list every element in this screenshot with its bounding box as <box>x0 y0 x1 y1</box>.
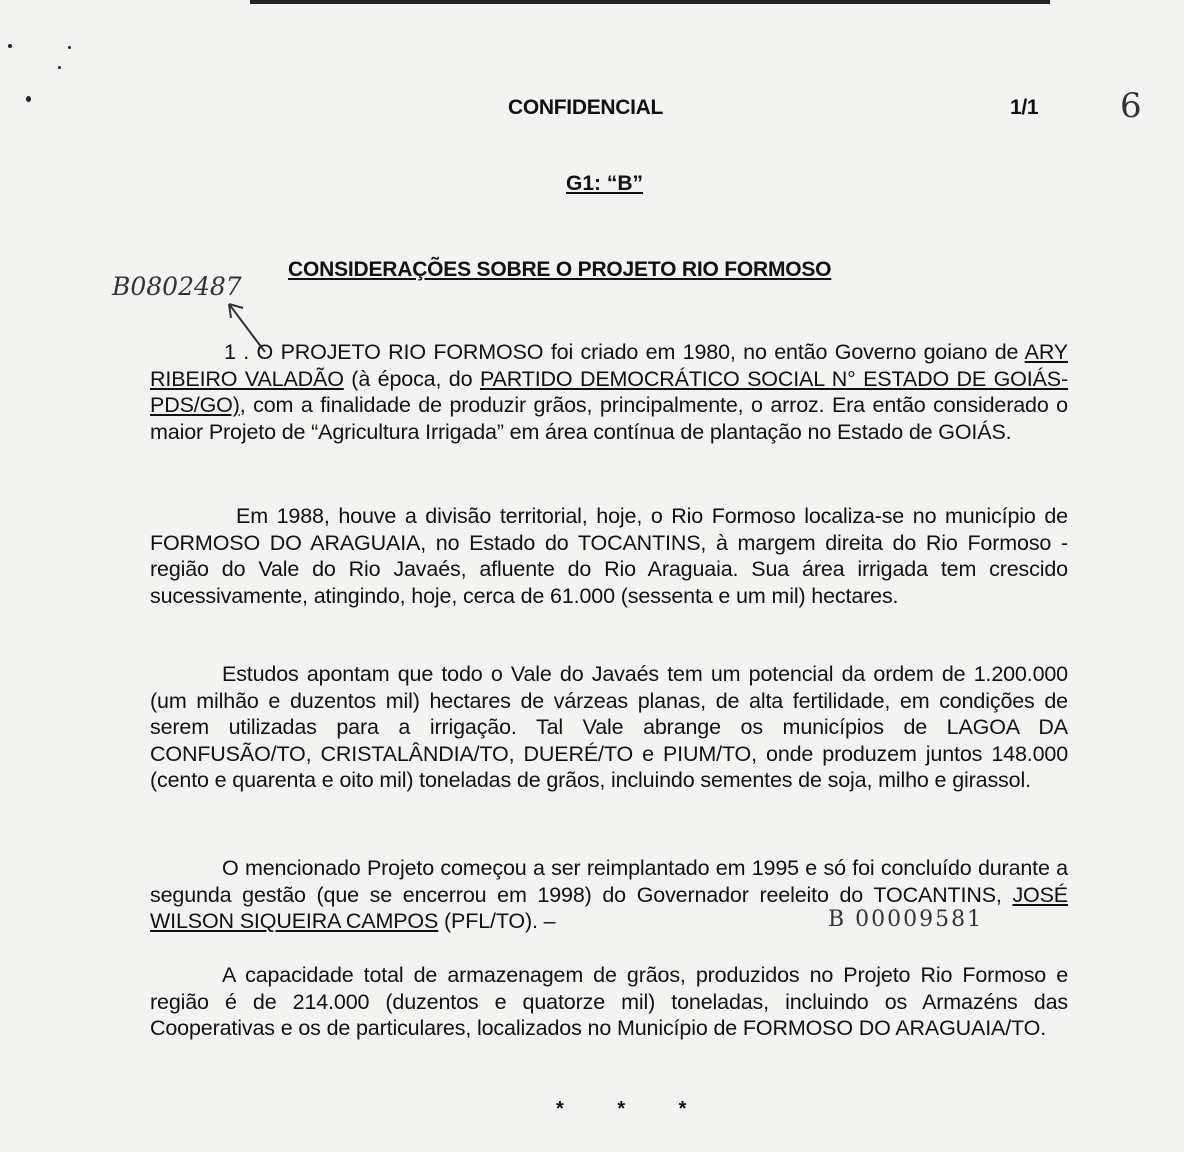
scan-speck <box>8 44 12 48</box>
paragraph-2: Em 1988, houve a divisão territorial, hoje, o Rio Formoso localiza-se no município de FORMOSO DO ARAGUAIA, no Estado do TOCANTINS, à margem direita do Rio Formoso - região do Vale do Rio Javaés, afluente do Rio Araguaia. Sua área irrigada tem crescido sucessivamente, atingindo, hoje, cerca de 61.000 (sessenta e um mil) hectares. <box>150 504 1068 608</box>
paragraph-3: Estudos apontam que todo o Vale do Javaés tem um potencial da ordem de 1.200.000 (um milhão e duzentos mil) hectares de várzeas planas, de alta fertilidade, em condições de serem utilizadas para a irrigação. Tal Vale abrange os municípios de LAGOA DA CONFUSÃO/TO, CRISTALÂNDIA/TO, DUERÉ/TO e PIUM/TO, onde produzem juntos 148.000 (cento e quarenta e oito mil) toneladas de grãos, incluindo sementes de soja, milho e girassol. <box>150 662 1068 792</box>
paragraph-1-end: , com a finalidade de produzir grãos, principalmente, o arroz. Era então considerado o maior Projeto de “Agricultura Irrigada” em área contínua de plantação no Estado de GOIÁS. <box>150 393 1068 444</box>
paragraph-1-mid: (à época, do <box>343 366 480 391</box>
handwritten-reference-bottom: B 00009581 <box>828 907 984 932</box>
paragraph-5: A capacidade total de armazenagem de grãos, produzidos no Projeto Rio Formoso e região é de 214.000 (duzentos e quatorze mil) toneladas, incluindo os Armazéns das Cooperativas e os de particulares, localizados no Município de FORMOSO DO ARAGUAIA/TO. <box>150 963 1068 1040</box>
governor-name: ARY RIBEIRO VALADÃO <box>150 340 1068 391</box>
handwritten-page-number: 6 <box>1120 86 1142 126</box>
document-title: CONSIDERAÇÕES SOBRE O PROJETO RIO FORMOSO <box>288 258 832 281</box>
handwritten-reference: B0802487 <box>112 272 242 301</box>
paragraph-4-end: (PFL/TO). – <box>438 909 556 933</box>
party-name: PARTIDO DEMOCRÁTICO SOCIAL N° ESTADO DE GOIÁS-PDS/GO) <box>150 366 1068 417</box>
governor-reelected-name: JOSÉ WILSON SIQUEIRA CAMPOS <box>150 882 1068 933</box>
paragraph-4-intro: O mencionado Projeto começou a ser reimplantado em 1995 e só foi concluído durante a segunda gestão (que se encerrou em 1998) do Governador reeleito do TOCANTINS, <box>150 856 1068 907</box>
scan-speck <box>26 96 31 102</box>
scan-speck <box>58 66 61 69</box>
top-border-line <box>250 0 1050 4</box>
scan-speck <box>68 46 71 49</box>
paragraph-1-intro: 1 . O PROJETO RIO FORMOSO foi criado em 1980, no então Governo goiano de <box>224 340 1025 364</box>
end-separator: * * * <box>556 1098 711 1120</box>
page-number: 1/1 <box>1010 96 1039 119</box>
classification-code: G1: “B” <box>566 172 644 195</box>
classification-header: CONFIDENCIAL <box>508 96 664 119</box>
paragraph-1 <box>150 339 1068 445</box>
